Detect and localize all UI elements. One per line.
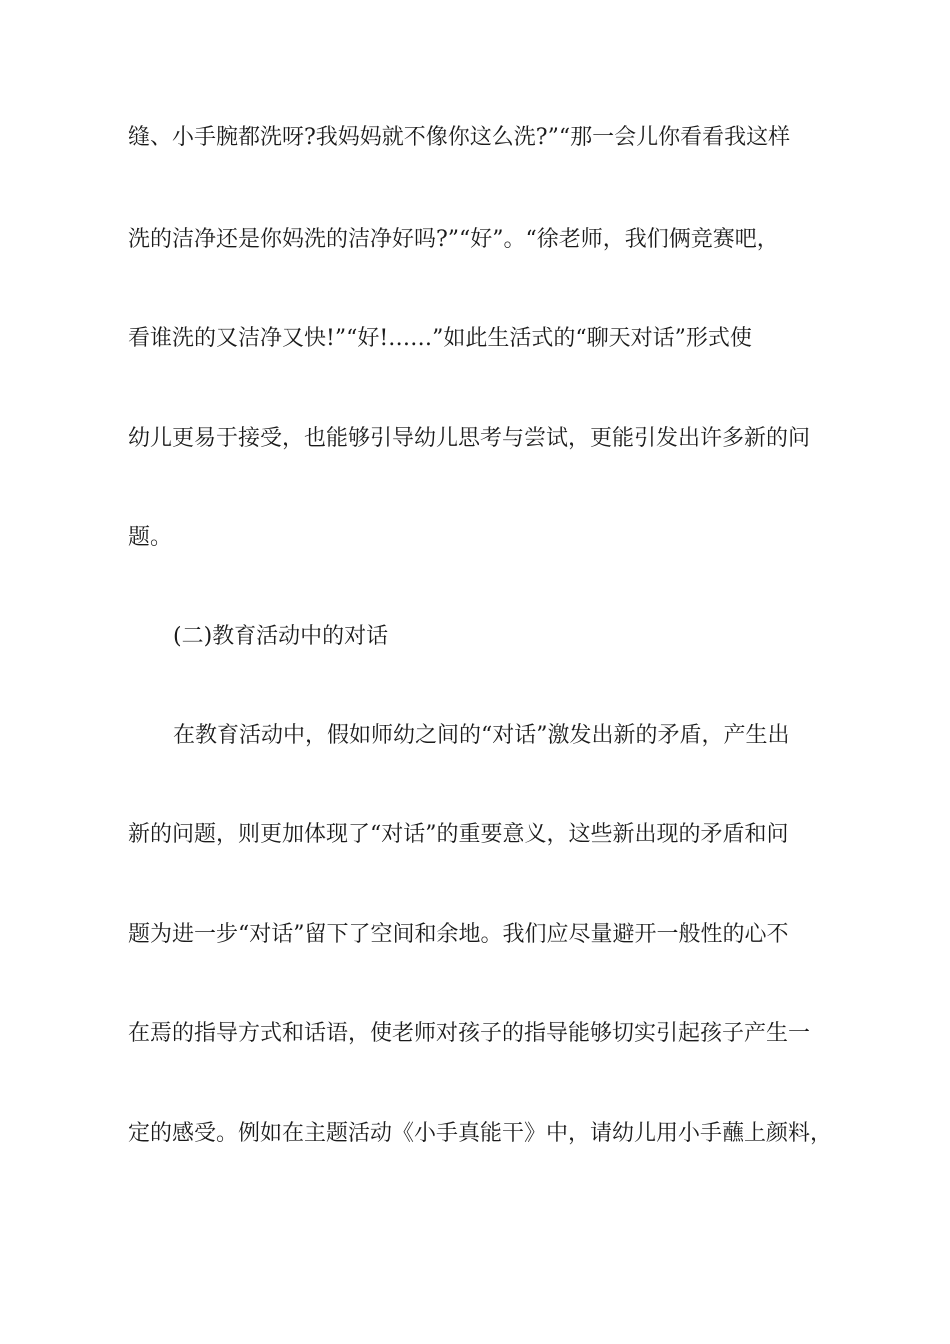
paragraph-line: 题。 [128,525,173,550]
paragraph-line: 新的问题，则更加体现了“对话”的重要意义，这些新出现的矛盾和问 [128,822,789,847]
section-heading: (二)教育活动中的对话 [173,624,389,649]
paragraph-line: 幼儿更易于接受，也能够引导幼儿思考与尝试，更能引发出许多新的问 [128,426,811,451]
paragraph-line: 题为进一步“对话”留下了空间和余地。我们应尽量避开一般性的心不 [128,922,789,947]
paragraph-line: 在教育活动中，假如师幼之间的“对话”激发出新的矛盾，产生出 [173,723,790,748]
paragraph-line: 在焉的指导方式和话语，使老师对孩子的指导能够切实引起孩子产生一 [128,1021,811,1046]
paragraph-line: 洗的洁净还是你妈洗的洁净好吗?”“好”。“徐老师，我们俩竞赛吧， [128,227,779,252]
paragraph-line: 定的感受。例如在主题活动《小手真能干》中，请幼儿用小手蘸上颜料， [128,1121,833,1146]
paragraph-line: 缝、小手腕都洗呀?我妈妈就不像你这么洗?”“那一会儿你看看我这样 [128,125,791,150]
paragraph-line: 看谁洗的又洁净又快!”“好!……”如此生活式的“聊天对话”形式使 [128,326,752,351]
